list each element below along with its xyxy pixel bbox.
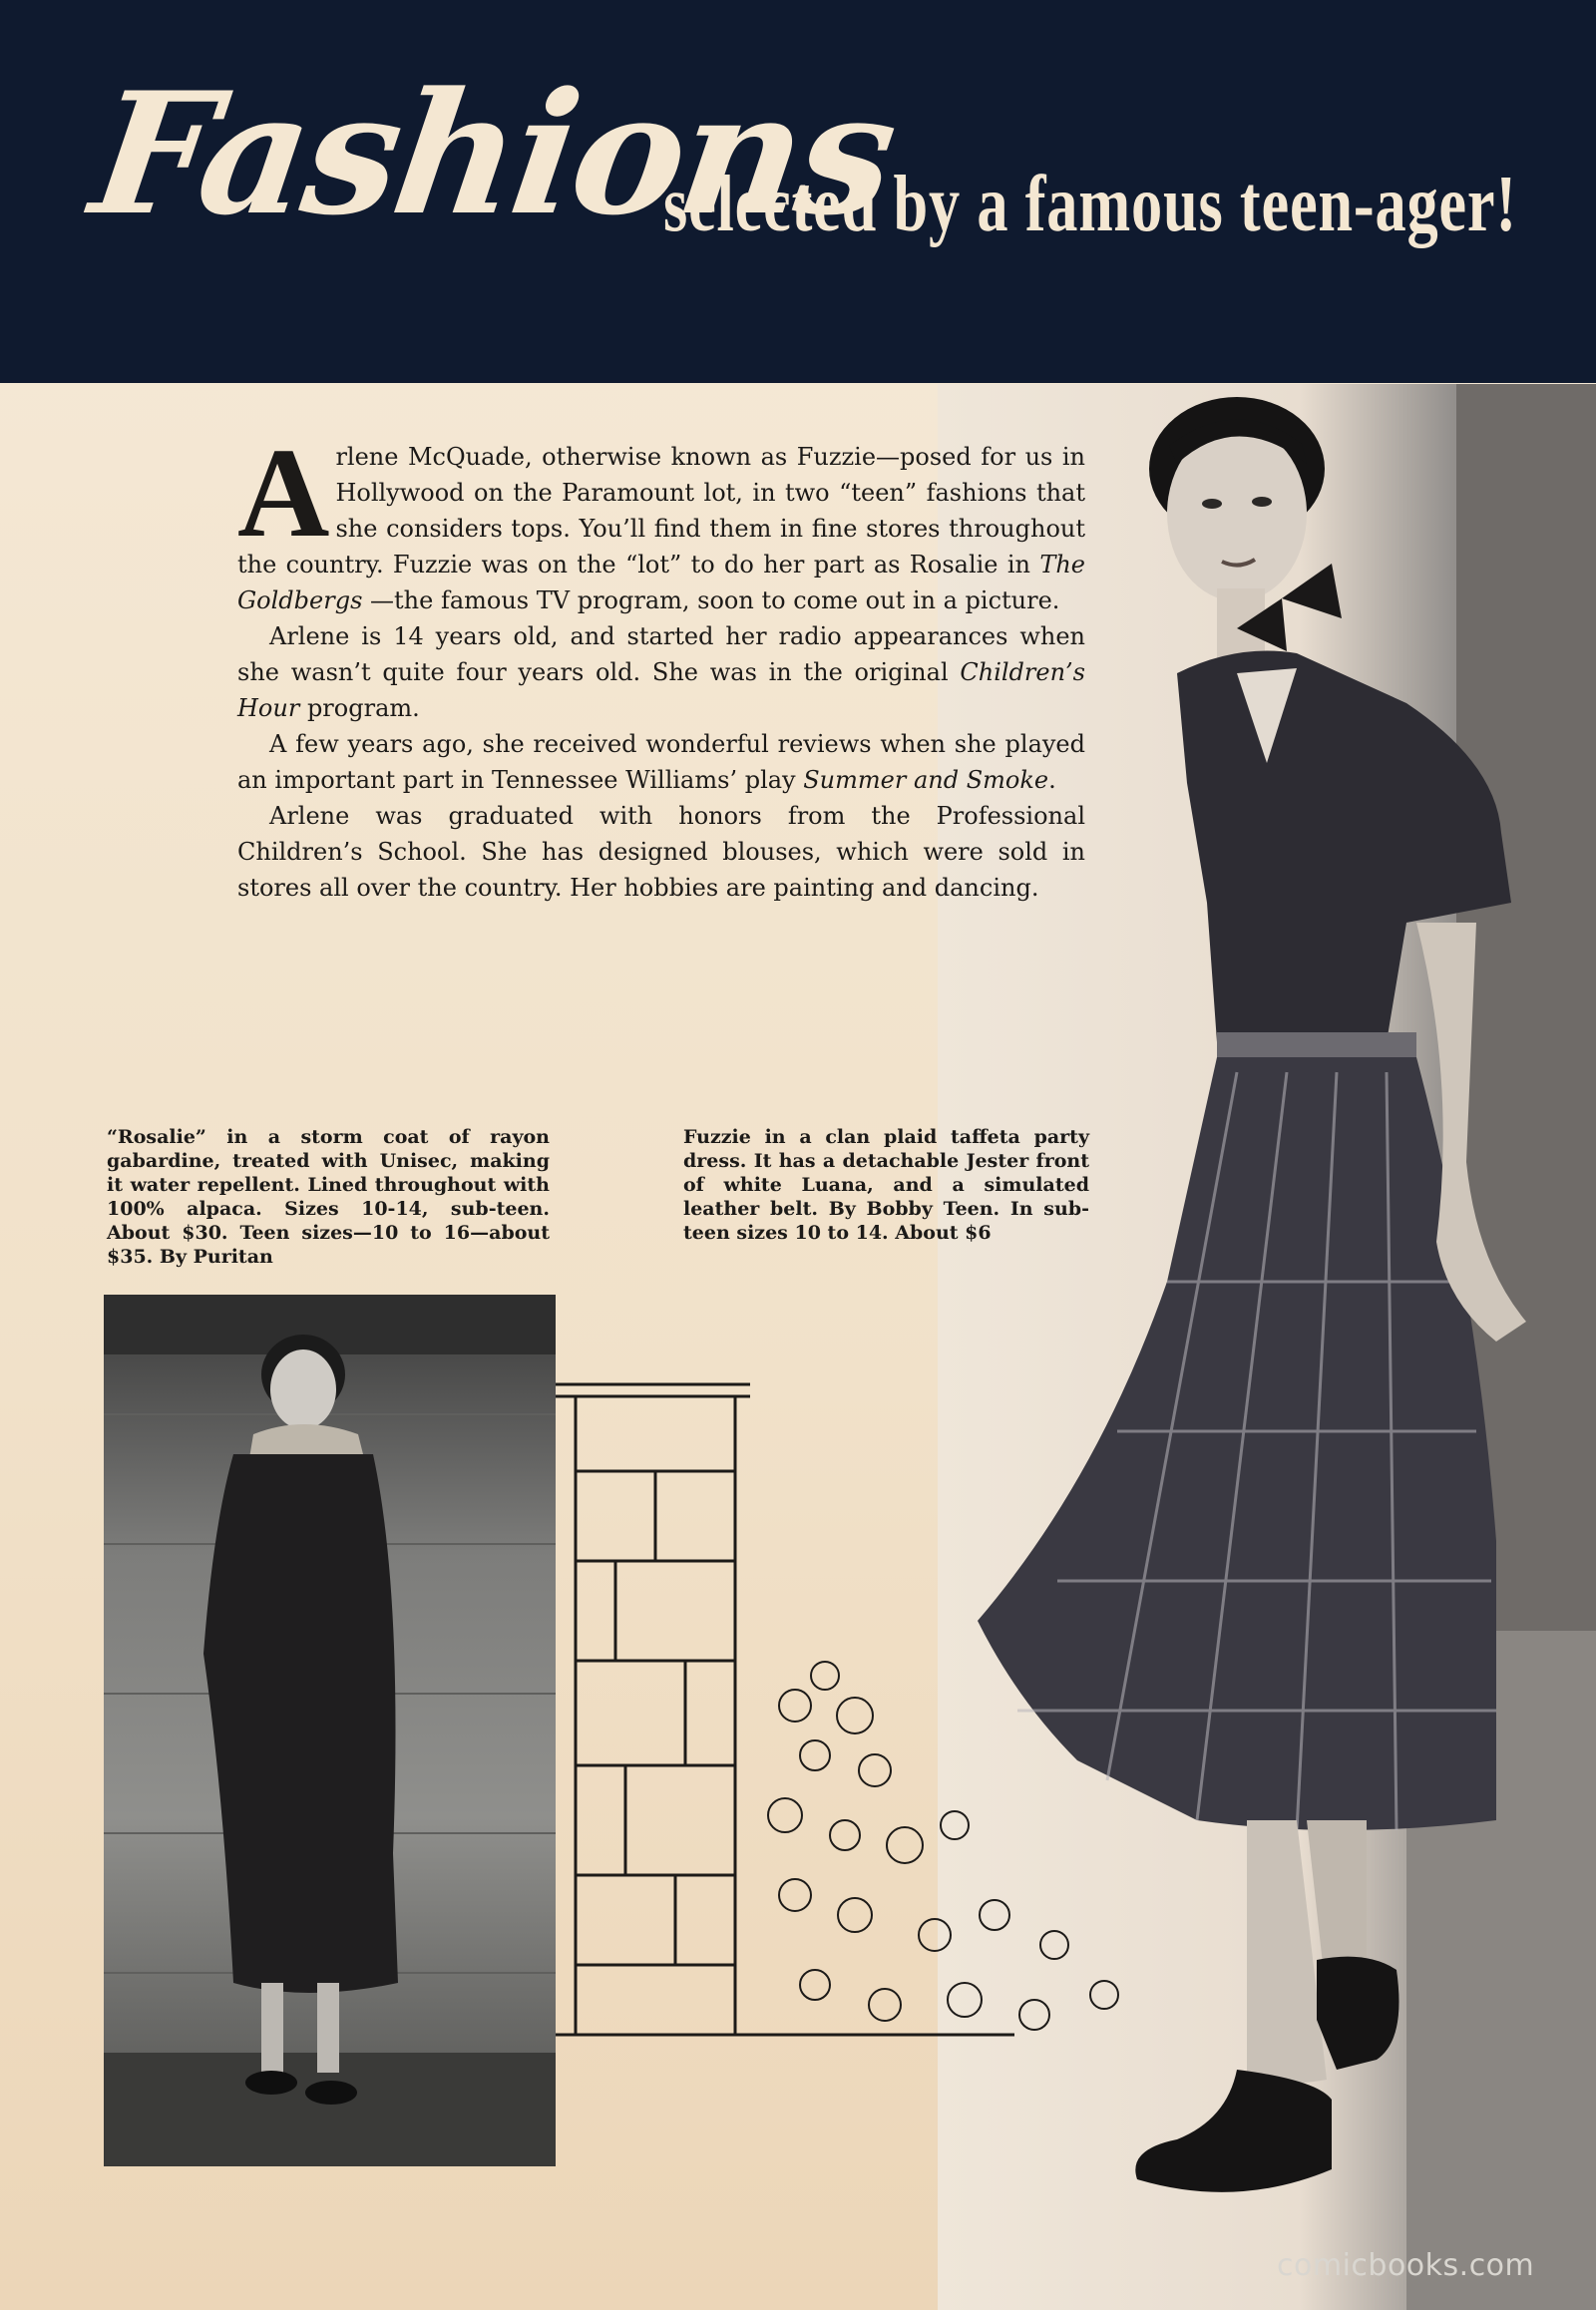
storm-coat-photo (104, 1295, 556, 2166)
brick-and-flowers-illustration (556, 1376, 1214, 2065)
banner-title-rest: selected by a famous teen-ager! (663, 161, 1517, 248)
intro-paragraph-2: Arlene is 14 years old, and started her radio appearances when she wasn’t quite four years old. She was in the original Children’s Hour program. (237, 622, 1085, 722)
plaid-dress-caption: Fuzzie in a clan plaid taffeta party dress. It has a detachable Jester front of white Luana, and a simulated leather belt. By Bobby Teen. In sub-teen sizes 10 to 14. About $6 (683, 1126, 1089, 1244)
intro-article (237, 422, 1085, 906)
program-title: Children’s Hour (237, 658, 1085, 722)
intro-paragraph-4: Arlene was graduated with honors from the Professional Children’s School. She has designed blouses, which were sold in stores all over the country. Her hobbies are painting and dancing. (237, 802, 1085, 902)
play-title: Summer and Smoke (803, 766, 1049, 794)
storm-coat-caption: “Rosalie” in a storm coat of rayon gabardine, treated with Unisec, making it water repellent. Lined throughout with 100% alpaca. Sizes 10-14, sub-teen. About $30. Teen sizes—10 to 16—about $35. By Puritan (107, 1126, 550, 1268)
intro-paragraph-3: A few years ago, she received wonderful reviews when she played an important part in Tennessee Williams’ play Summer and Smoke. (237, 730, 1085, 794)
header-banner (0, 0, 1596, 383)
banner-title-script: Fashions (82, 55, 905, 252)
show-title: The Goldbergs (237, 551, 1085, 614)
intro-paragraph-1: Arlene McQuade, otherwise known as Fuzzie—posed for us in Hollywood on the Paramount lot, in two “teen” fashions that she considers tops. You’ll find them in fine stores throughout the country. Fuzzie was on the “lot” to do her part as Rosalie in The Goldbergs —the famous TV program, soon to come out in a picture. (237, 422, 1085, 614)
watermark: comicbooks.com (1277, 2248, 1535, 2283)
drop-cap: A (237, 422, 330, 564)
